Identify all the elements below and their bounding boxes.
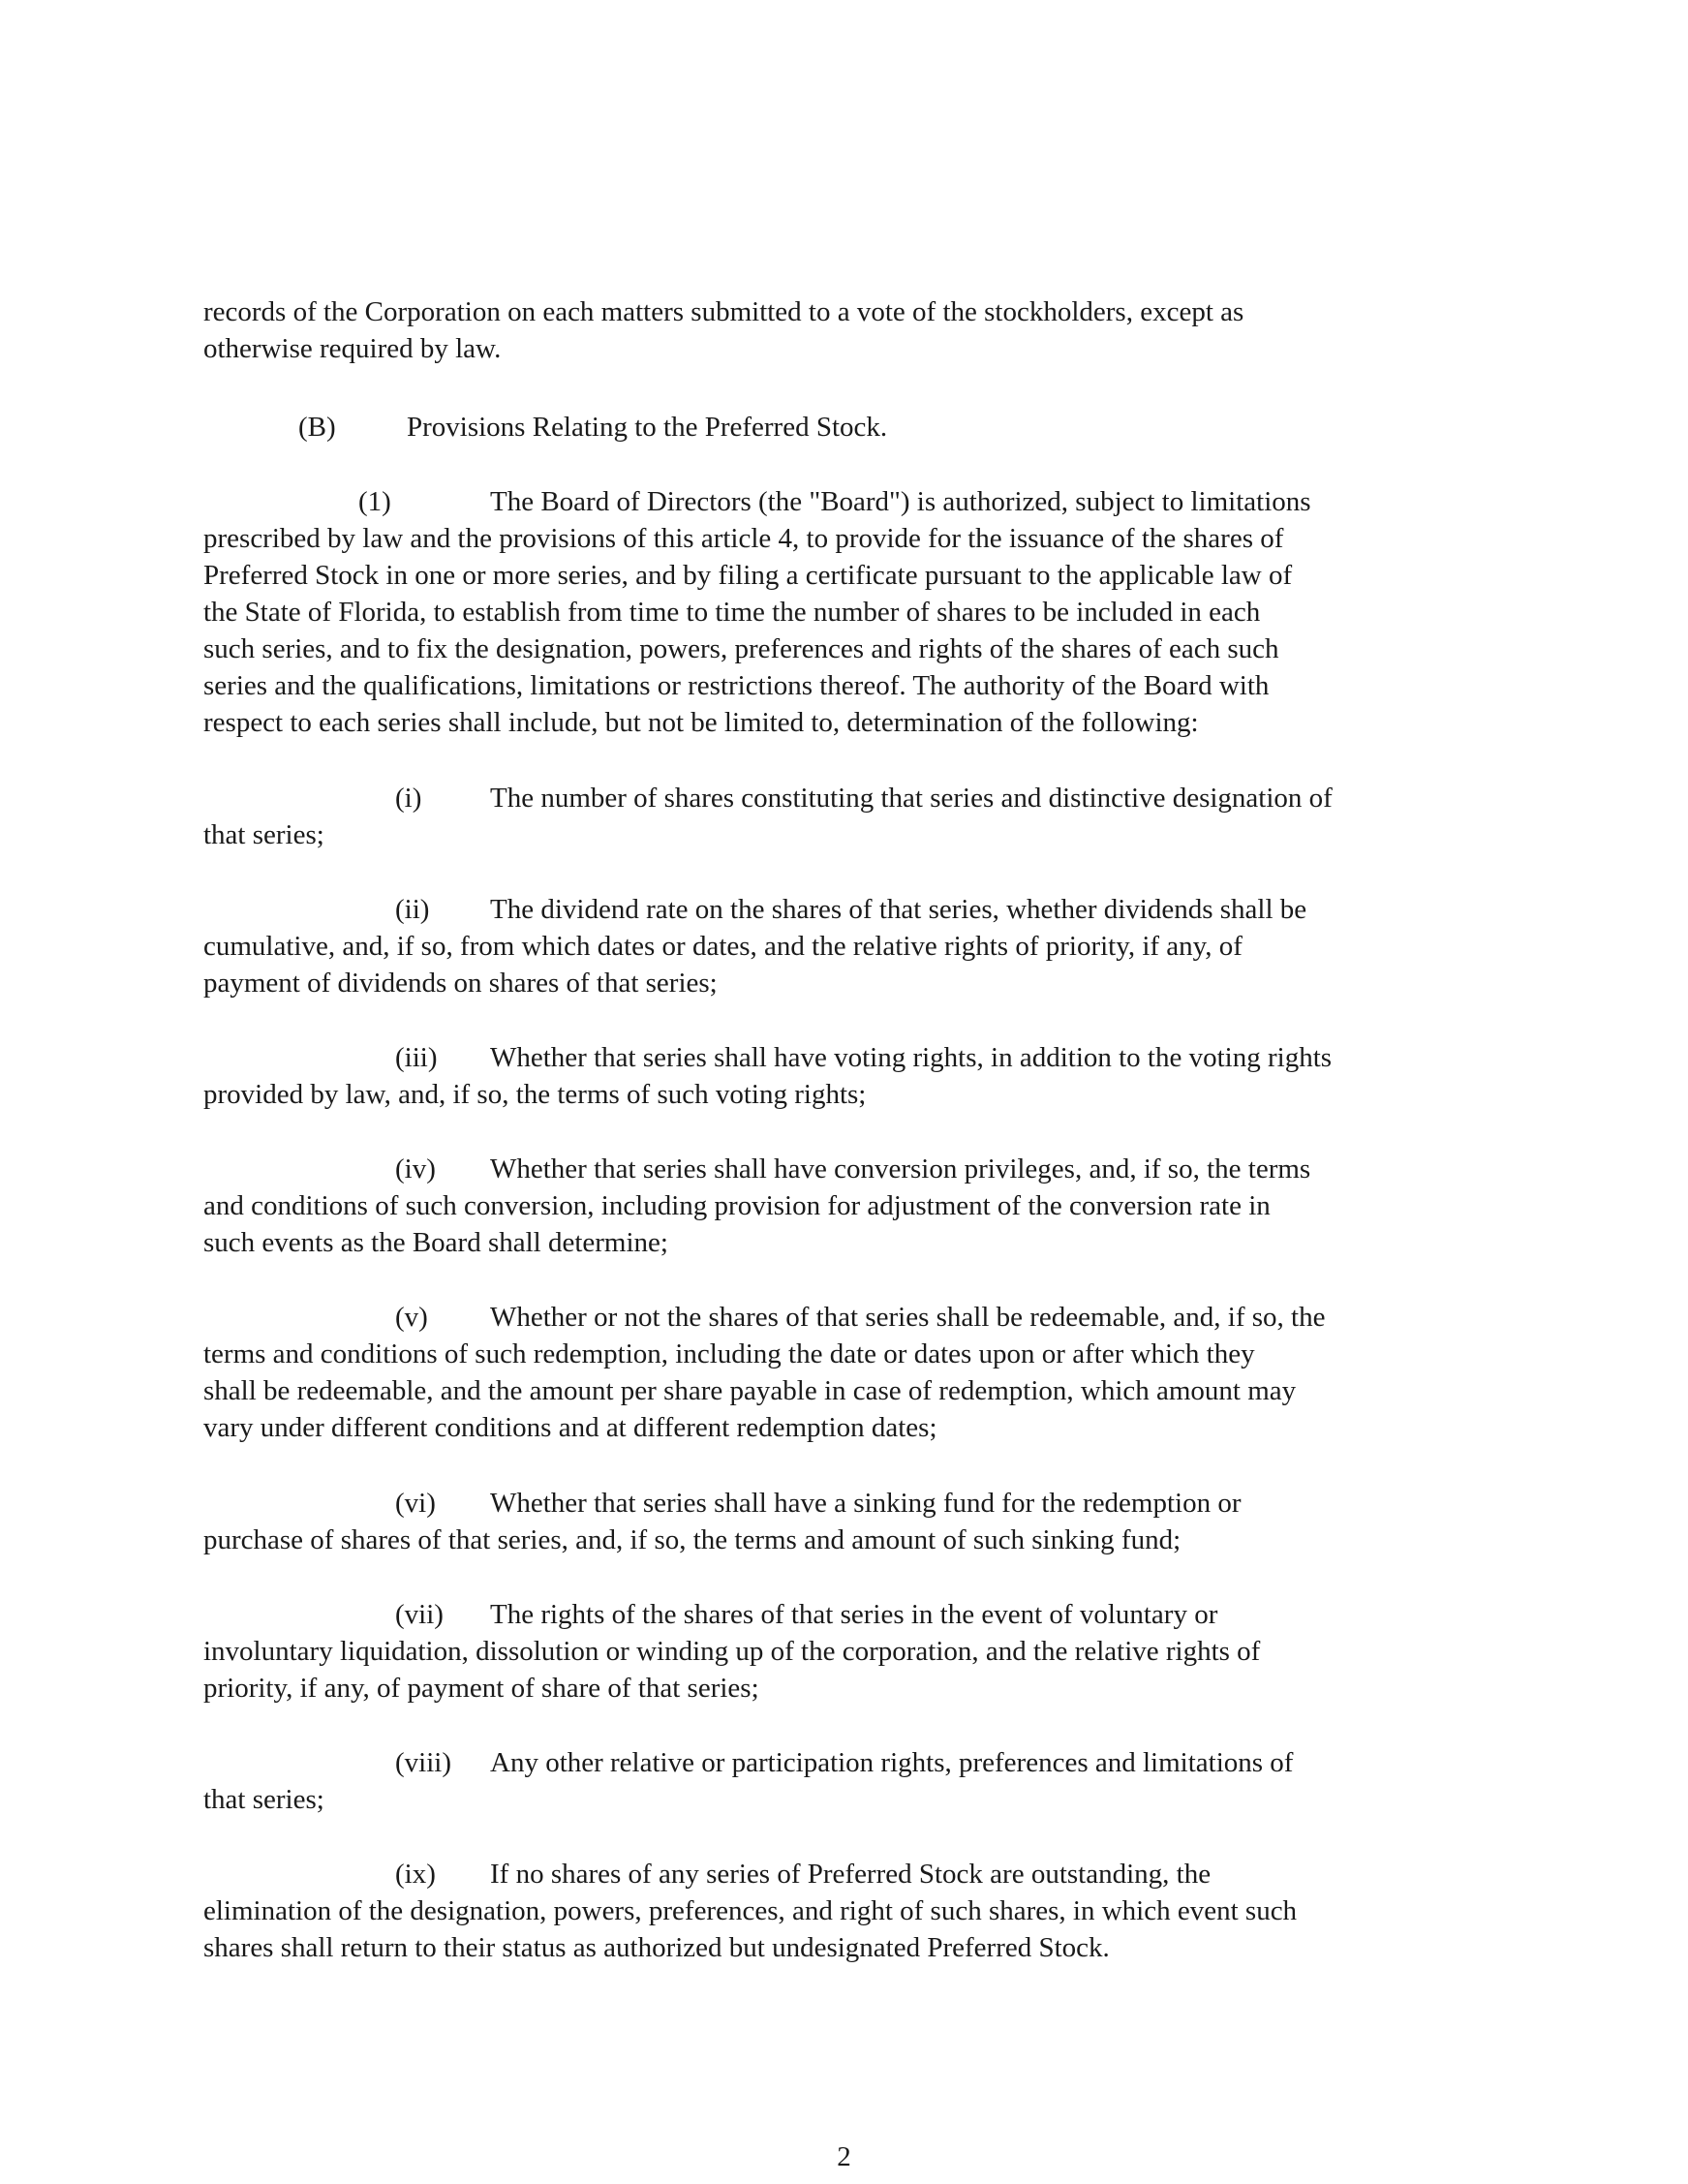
item-line: priority, if any, of payment of share of that series; xyxy=(203,1673,759,1704)
item-text: The number of shares constituting that series and distinctive designation of xyxy=(490,783,1333,814)
paragraph-label: (1) xyxy=(358,486,391,517)
list-item xyxy=(203,1744,1462,1818)
item-first-line xyxy=(203,1856,1462,1892)
section-label: (B) xyxy=(298,412,336,443)
list-item xyxy=(203,1299,1462,1446)
item-line: that series; xyxy=(203,819,324,850)
item-line: purchase of shares of that series, and, if so, the terms and amount of such sinking fund; xyxy=(203,1524,1182,1555)
item-label: (iii) xyxy=(395,1042,438,1073)
item-first-line xyxy=(203,1039,1462,1076)
item-label: (v) xyxy=(395,1302,428,1333)
item-first-line xyxy=(203,1485,1462,1522)
item-label: (i) xyxy=(395,783,422,814)
item-line: terms and conditions of such redemption, including the date or dates upon or after which they xyxy=(203,1338,1255,1369)
list-item xyxy=(203,1151,1462,1261)
item-first-line xyxy=(203,1299,1462,1336)
item-first-line xyxy=(203,1151,1462,1187)
list-item xyxy=(203,891,1462,1001)
continuation-paragraph xyxy=(203,293,1462,367)
paragraph-first-line xyxy=(203,483,1462,520)
item-label: (vi) xyxy=(395,1488,436,1519)
item-text: If no shares of any series of Preferred Stock are outstanding, the xyxy=(490,1859,1212,1890)
paragraph-1 xyxy=(203,483,1462,741)
item-line: shares shall return to their status as authorized but undesignated Preferred Stock. xyxy=(203,1932,1110,1963)
paragraph-line: Preferred Stock in one or more series, and by filing a certificate pursuant to the applicable law of xyxy=(203,560,1293,591)
item-line: involuntary liquidation, dissolution or winding up of the corporation, and the relative rights of xyxy=(203,1636,1261,1667)
list-item xyxy=(203,1596,1462,1707)
paragraph-line: series and the qualifications, limitations or restrictions thereof. The authority of the Board with xyxy=(203,670,1270,701)
item-first-line xyxy=(203,1596,1462,1633)
item-line: vary under different conditions and at different redemption dates; xyxy=(203,1412,937,1443)
list-item xyxy=(203,780,1462,853)
item-line: provided by law, and, if so, the terms of such voting rights; xyxy=(203,1079,867,1110)
paragraph-line: such series, and to fix the designation, powers, preferences and rights of the shares of each such xyxy=(203,633,1279,664)
item-text: Any other relative or participation rights, preferences and limitations of xyxy=(490,1747,1294,1778)
paragraph-line: otherwise required by law. xyxy=(203,333,502,364)
item-text: Whether that series shall have voting rights, in addition to the voting rights xyxy=(490,1042,1333,1073)
item-first-line xyxy=(203,780,1462,816)
list-item xyxy=(203,1485,1462,1558)
item-text: Whether or not the shares of that series shall be redeemable, and, if so, the xyxy=(490,1302,1326,1333)
item-text: Whether that series shall have conversion privileges, and, if so, the terms xyxy=(490,1154,1311,1184)
item-line: and conditions of such conversion, including provision for adjustment of the conversion rate in xyxy=(203,1190,1271,1221)
item-line: such events as the Board shall determine; xyxy=(203,1227,668,1258)
item-text: The dividend rate on the shares of that series, whether dividends shall be xyxy=(490,894,1307,925)
paragraph-line: prescribed by law and the provisions of this article 4, to provide for the issuance of the shares of xyxy=(203,523,1284,554)
item-line: that series; xyxy=(203,1784,324,1815)
paragraph-text: The Board of Directors (the "Board") is authorized, subject to limitations xyxy=(490,486,1311,517)
page-number: 2 xyxy=(837,2141,851,2172)
item-line: shall be redeemable, and the amount per share payable in case of redemption, which amount may xyxy=(203,1375,1297,1406)
item-text: The rights of the shares of that series in the event of voluntary or xyxy=(490,1599,1218,1630)
item-label: (iv) xyxy=(395,1154,436,1184)
list-item xyxy=(203,1039,1462,1113)
item-label: (ii) xyxy=(395,894,430,925)
item-first-line xyxy=(203,891,1462,928)
paragraph-line: records of the Corporation on each matters submitted to a vote of the stockholders, except as xyxy=(203,296,1244,327)
list-item xyxy=(203,1856,1462,1966)
item-first-line xyxy=(203,1744,1462,1781)
section-title: Provisions Relating to the Preferred Stock. xyxy=(407,412,888,443)
item-line: elimination of the designation, powers, preferences, and right of such shares, in which event such xyxy=(203,1895,1298,1926)
item-text: Whether that series shall have a sinking fund for the redemption or xyxy=(490,1488,1242,1519)
section-b-heading xyxy=(203,409,1462,446)
item-label: (viii) xyxy=(395,1747,451,1778)
item-line: payment of dividends on shares of that series; xyxy=(203,968,718,999)
item-label: (vii) xyxy=(395,1599,444,1630)
paragraph-line: the State of Florida, to establish from time to time the number of shares to be included in each xyxy=(203,597,1261,628)
item-line: cumulative, and, if so, from which dates or dates, and the relative rights of priority, if any, of xyxy=(203,931,1243,962)
paragraph-line: respect to each series shall include, but not be limited to, determination of the following: xyxy=(203,707,1199,738)
item-label: (ix) xyxy=(395,1859,436,1890)
